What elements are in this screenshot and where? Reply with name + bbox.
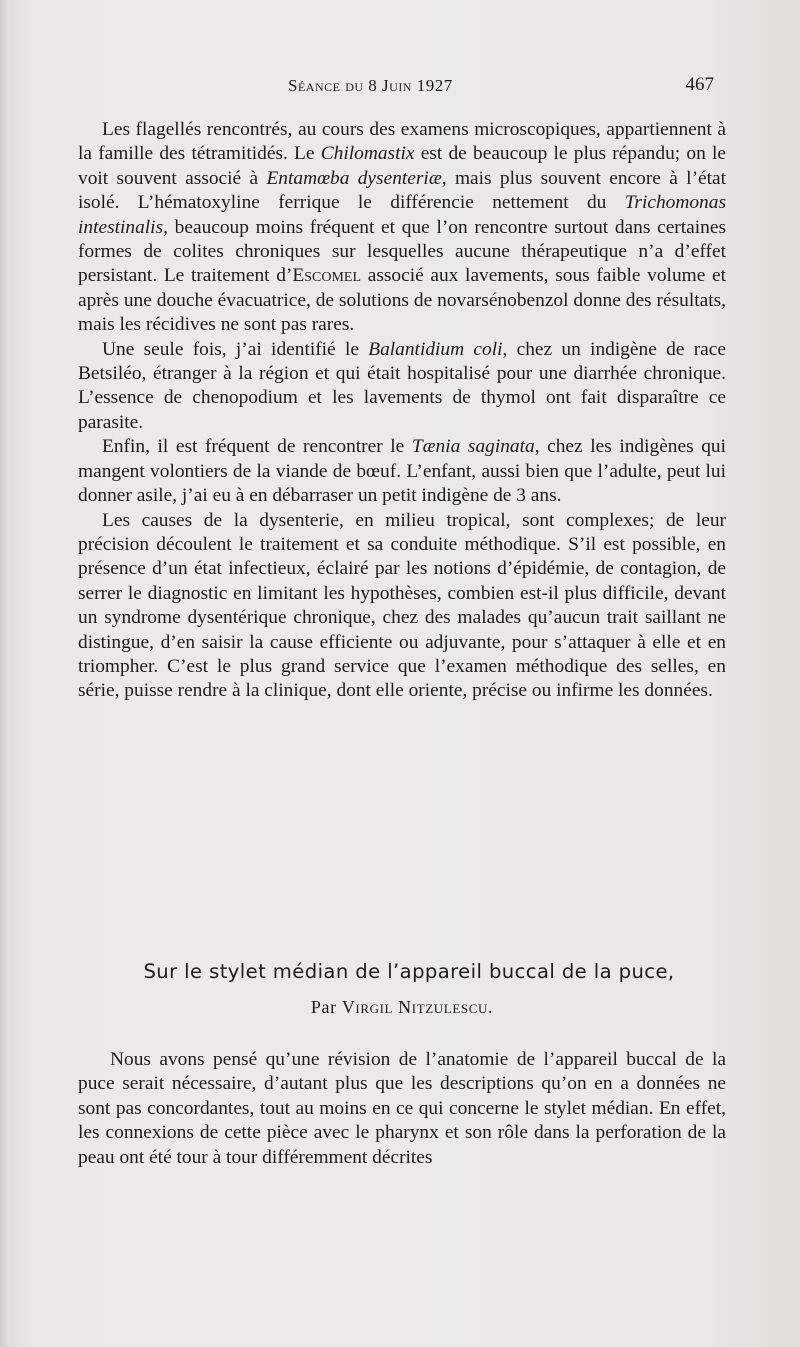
- text-run: est de beaucoup le plus répandu; on le voit souvent associé à: [78, 143, 726, 189]
- text-run: , chez un indigène de race Betsiléo, étranger à la région et qui était hospitalisé pour une diarrhée chronique. L’essence de chenopodium et les lavements de thymol ont fait disparaître ce parasite.: [78, 338, 726, 433]
- new-article-body: [78, 1048, 726, 1170]
- text-run: Enfin, il est fréquent de rencontrer le: [102, 436, 412, 458]
- taxon-name: Trichomonas intestinalis: [78, 192, 726, 238]
- article-title: Sur le stylet médian de l’appareil buccal de la puce,: [143, 960, 675, 984]
- text-run: associé aux lavements, sous faible volume et après une douche évacuatrice, de solutions de novarsénobenzol donne des résultats, mais les récidives ne sont pas rares.: [78, 265, 726, 336]
- paragraph-dysentery-causes: Les causes de la dysenterie, en milieu tropical, sont complexes; de leur précision découlent le traitement et sa conduite méthodique. S’il est possible, en présence d’un état infectieux, éclairé par les notions d’épidémie, de contagion, de serrer le diagnostic en limitant les hypothèses, combien est-il plus difficile, devant un syndrome dysentérique chronique, chez des malades qu’aucun trait saillant ne distingue, d’en saisir la cause efficiente ou adjuvante, pour s’attaquer à elle et en triompher. C’est le plus grand service que l’examen méthodique des selles, en série, puisse rendre à la clinique, dont elle oriente, précise ou infirme les données.: [78, 509, 726, 702]
- previous-article-continuation: [78, 118, 726, 704]
- running-header: [78, 74, 728, 100]
- author-name: Virgil Nitzulescu.: [341, 997, 494, 1017]
- taxon-name: Tænia saginata: [411, 436, 535, 458]
- author-prefix: Par: [310, 997, 342, 1017]
- running-title: Séance du 8 Juin 1927: [288, 76, 453, 95]
- taxon-name: Chilomastix: [320, 143, 415, 165]
- page-binding-edge: [0, 0, 10, 1347]
- page-number: 467: [685, 74, 714, 95]
- text-run: Une seule fois, j’ai identifié le: [102, 338, 369, 360]
- taxon-name: Entamœba dysenteriæ: [266, 167, 442, 189]
- text-run: , mais plus souvent encore à l’état isolé. L’hématoxyline ferrique le différencie nettement du: [78, 167, 727, 214]
- taxon-name: Balantidium coli: [368, 338, 503, 360]
- paragraph-taenia: [78, 435, 726, 508]
- paragraph-flagellates: [78, 118, 726, 338]
- text-run: , beaucoup moins fréquent et que l’on rencontre surtout dans certaines formes de colites chroniques sur lesquelles aucune thérapeutique n’a d’effet persistant. Le traitement d’: [78, 216, 726, 287]
- paragraph-balantidium: [78, 338, 726, 436]
- text-run: , chez les indigènes qui mangent volontiers de la viande de bœuf. L’enfant, aussi bien que l’adulte, peut lui donner asile, j’ai eu à en débarraser un petit indigène de 3 ans.: [78, 436, 726, 507]
- text-run: Les flagellés rencontrés, au cours des examens microscopiques, appartiennent à la famille des tétramitidés. Le: [78, 119, 726, 165]
- article-author: [78, 997, 726, 1018]
- paragraph-flea-stylet: Nous avons pensé qu’une révision de l’anatomie de l’appareil buccal de la puce serait nécessaire, d’autant plus que les descriptions qu’on en a données ne sont pas concordantes, tout au moins en ce qui concerne le stylet médian. En effet, les connexions de cette pièce avec le pharynx et son rôle dans la perforation de la peau ont été tour à tour différemment décrites: [78, 1049, 726, 1168]
- author-citation: Escomel: [292, 265, 362, 287]
